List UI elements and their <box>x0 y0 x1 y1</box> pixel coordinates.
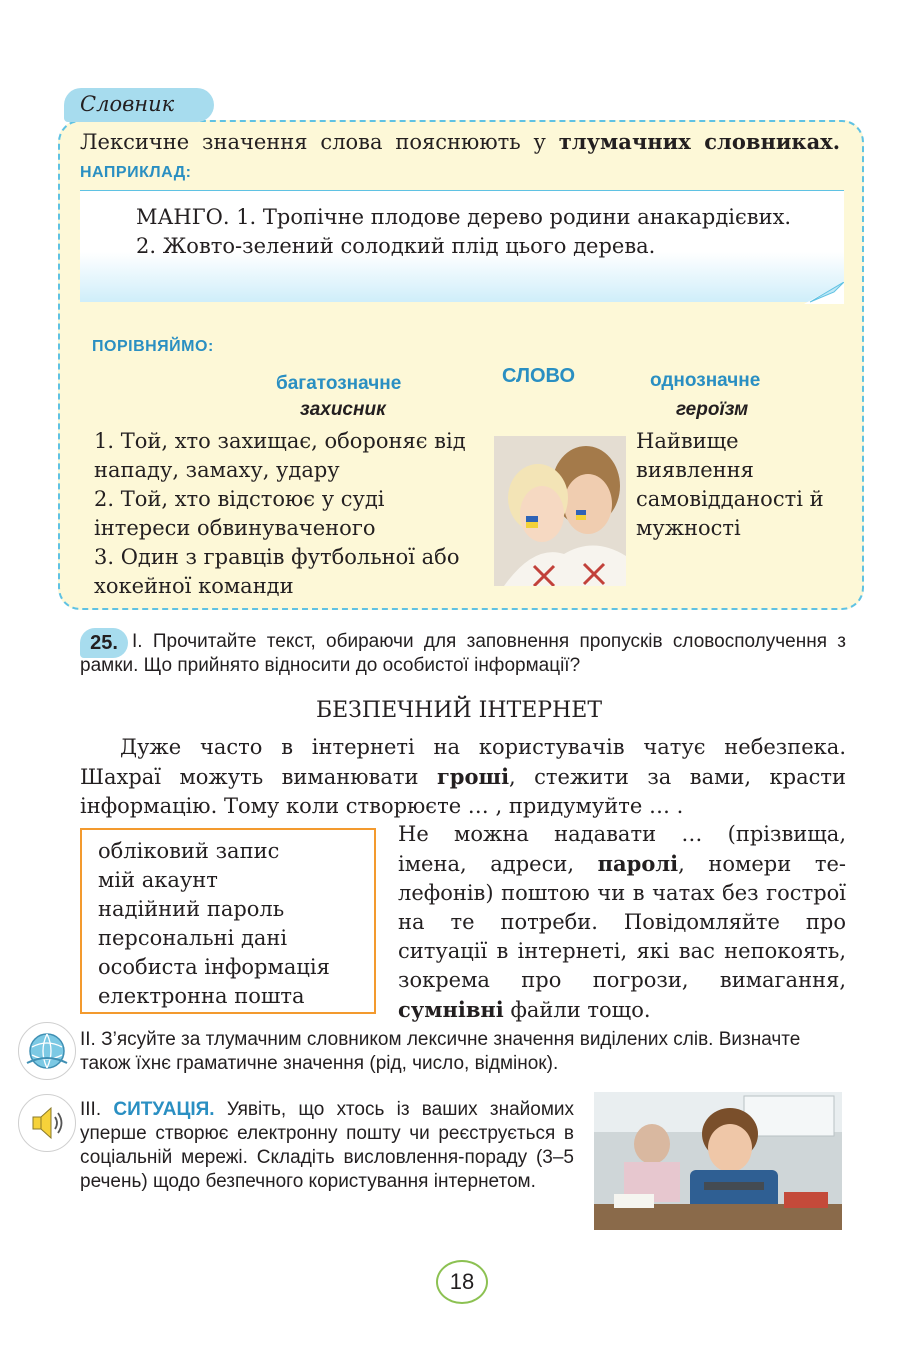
situation-keyword: СИТУАЦІЯ. <box>113 1099 215 1120</box>
children-photo <box>494 436 626 586</box>
p2-bold-word: паролі <box>597 851 679 876</box>
polysemous-definitions <box>94 427 479 601</box>
p1-part: , стежити за вами, красти інформацію. Тому коли створюєте … , придумуйте … . <box>80 765 846 818</box>
p2-part: файли тощо. <box>503 998 651 1022</box>
text-paragraph-2 <box>398 820 846 1025</box>
polysemous-heading: багатозначне <box>276 373 402 394</box>
word-heading: СЛОВО <box>502 365 576 387</box>
definition-item: 1. Той, хто захищає, обороняє від нападу, замаху, удару <box>94 429 466 482</box>
word-choice-item: особиста інформація <box>98 955 330 979</box>
monosemous-definition: Найвище виявлення самовідданості й мужності <box>636 429 824 540</box>
compare-label: ПОРІВНЯЙМО: <box>92 338 214 355</box>
polysemous-word: захисник <box>300 399 386 420</box>
intro-text: Лексичне значення слова пояснюють у <box>80 130 559 154</box>
example-keyword: НАПРИКЛАД: <box>80 164 192 181</box>
task-1-text: І. Прочитайте текст, обираючи для заповнення пропусків словосполучення з рамки. Що прийнято відносити до особистої інформації? <box>80 631 846 676</box>
text-title: БЕЗПЕЧНИЙ ІНТЕРНЕТ <box>315 698 603 723</box>
word-choice-list <box>98 837 368 1011</box>
dictionary-tab: Словник <box>64 88 214 122</box>
p1-bold-word: гроші <box>436 764 510 789</box>
task-3-part: Уявіть, що хтось із ваших знайомих уперше створює електронну пошту чи реєструється в соціальній мережі. Складіть висловлення-пораду (3–5 речень) щодо безпечного користування інтернетом. <box>80 1099 574 1192</box>
classroom-photo <box>594 1092 842 1230</box>
definition-item: 2. Той, хто відстоює у суді інтереси обвинуваченого <box>94 487 385 540</box>
globe-book-icon <box>18 1022 76 1080</box>
definition-item: 3. Один з гравців футбольної або хокейної команди <box>94 545 460 598</box>
speaker-icon <box>18 1094 76 1152</box>
p2-part: , номери телефонів) поштою чи в чатах без гострої на те потреби. Повідомляйте про ситуації в інтернеті, які вас непокоять, зокрема про погрози, вимагання, <box>398 852 846 992</box>
exercise-task-2: ІІ. З’ясуйте за тлумачним словником лексичне значення виділених слів. Визначте також їхнє граматичне значення (рід, число, відмінок). <box>80 1029 801 1074</box>
entry-line-2: 2. Жовто-зелений солодкий плід цього дерева. <box>136 234 656 258</box>
word-choice-item: надійний пароль <box>98 897 285 921</box>
word-choice-item: обліковий запис <box>98 839 280 863</box>
dictionary-entry <box>96 203 832 261</box>
intro-bold: тлумачних словниках. <box>558 129 841 154</box>
p2-part: Не можна надавати … (прізвища, імена, адреси, <box>398 822 846 876</box>
monosemous-word: героїзм <box>676 399 749 420</box>
monosemous-heading: однозначне <box>650 370 761 391</box>
word-choice-item: персональні дані <box>98 926 288 950</box>
word-choice-item: електронна пошта <box>98 984 305 1008</box>
entry-line-1: МАНГО. 1. Тропічне плодове дерево родини анакардієвих. <box>136 205 792 229</box>
p2-bold-word: сумнівні <box>398 997 504 1022</box>
task-3-part: ІІІ. <box>80 1099 114 1120</box>
page-number: 18 <box>436 1260 488 1304</box>
exercise-task-3 <box>80 1098 574 1194</box>
text-paragraph-1 <box>80 733 846 821</box>
word-choice-item: мій акаунт <box>98 868 218 892</box>
p1-part: Дуже часто в інтернеті на користувачів чатує небезпека. Шахраї можуть виманювати <box>80 735 846 789</box>
exercise-number-badge: 25. <box>80 628 128 658</box>
exercise-task-1 <box>80 630 846 678</box>
dictionary-intro <box>80 128 840 187</box>
page-curl-icon <box>804 282 844 304</box>
